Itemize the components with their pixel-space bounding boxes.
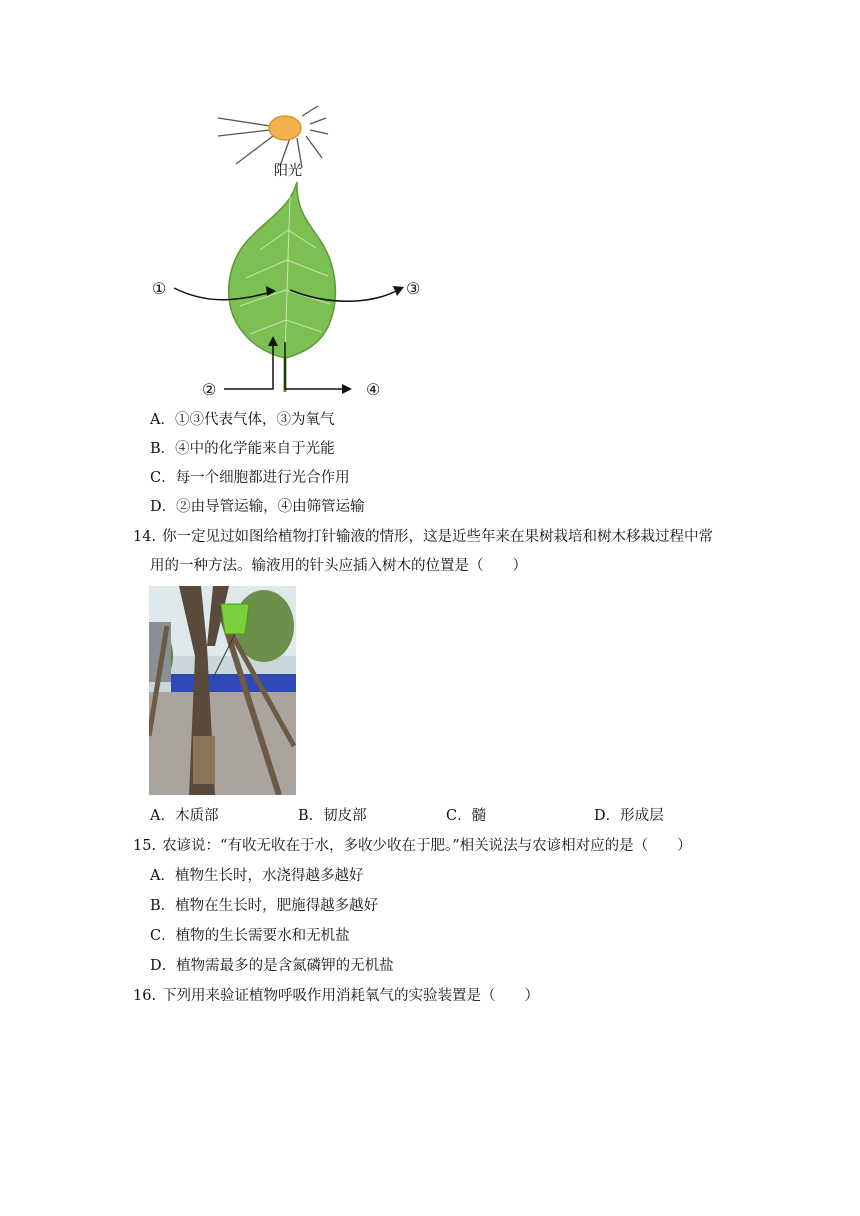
option-text: 韧皮部: [323, 808, 367, 824]
q15-stem: [133, 836, 692, 856]
option-key: B．: [150, 441, 176, 457]
option-text: ④中的化学能来自于光能: [175, 441, 335, 457]
option-text: ①③代表气体，③为氧气: [174, 412, 335, 428]
option-key: D．: [594, 808, 621, 824]
option-text: ②由导管运输，④由筛管运输: [176, 499, 365, 515]
sun-icon: [269, 116, 301, 140]
question-number: 15.: [133, 838, 157, 854]
q15-option-b: [150, 896, 378, 916]
option-key: C．: [150, 470, 176, 486]
option-text: 髓: [471, 808, 487, 824]
question-text: 农谚说：“有收无收在于水，多收少收在于肥。”相关说法与农谚相对应的是（ ）: [162, 838, 692, 854]
option-text: 木质部: [174, 808, 219, 824]
option-key: A．: [150, 808, 175, 824]
marker-4: ④: [366, 380, 381, 399]
option-key: B．: [150, 898, 176, 914]
leaf-diagram: [140, 100, 440, 400]
q14-option-c: [446, 806, 486, 826]
marker-3: ③: [406, 279, 421, 298]
q13-option-d: [150, 497, 365, 517]
option-key: D．: [150, 499, 177, 515]
q14-option-d: [594, 806, 664, 826]
question-number: 16.: [133, 988, 157, 1004]
option-key: A．: [150, 868, 175, 884]
option-text: 形成层: [620, 808, 664, 824]
sun-rays: [218, 106, 328, 168]
question-number: 14.: [133, 529, 157, 545]
option-key: B．: [298, 808, 324, 824]
question-text: 下列用来验证植物呼吸作用消耗氧气的实验装置是（ ）: [162, 988, 540, 1004]
marker-2: ②: [202, 380, 217, 399]
q13-option-c: [150, 468, 350, 488]
q13-option-a: [150, 410, 334, 430]
q16-stem: [133, 986, 539, 1006]
option-key: C．: [150, 928, 176, 944]
option-text: 植物在生长时，肥施得越多越好: [175, 898, 379, 914]
option-key: D．: [150, 958, 177, 974]
q15-option-c: [150, 926, 350, 946]
q14-option-a: [150, 806, 218, 826]
option-key: C．: [446, 808, 472, 824]
tree-infusion-photo: [149, 586, 296, 795]
q14-stem-line1: [133, 527, 713, 547]
sun-label: 阳光: [274, 163, 302, 179]
q14-option-b: [298, 806, 367, 826]
option-text: 植物的生长需要水和无机盐: [175, 928, 350, 944]
q15-option-d: [150, 956, 394, 976]
option-key: A．: [150, 412, 175, 428]
option-text: 每一个细胞都进行光合作用: [175, 470, 350, 486]
q13-option-b: [150, 439, 335, 459]
q15-option-a: [150, 866, 363, 886]
question-text: 你一定见过如图给植物打针输液的情形，这是近些年来在果树栽培和树木移栽过程中常: [162, 529, 714, 545]
q14-stem-line2: 用的一种方法。输液用的针头应插入树木的位置是（ ）: [150, 558, 527, 574]
option-text: 植物生长时，水浇得越多越好: [174, 868, 364, 884]
marker-1: ①: [152, 279, 167, 298]
option-text: 植物需最多的是含氮磷钾的无机盐: [176, 958, 394, 974]
